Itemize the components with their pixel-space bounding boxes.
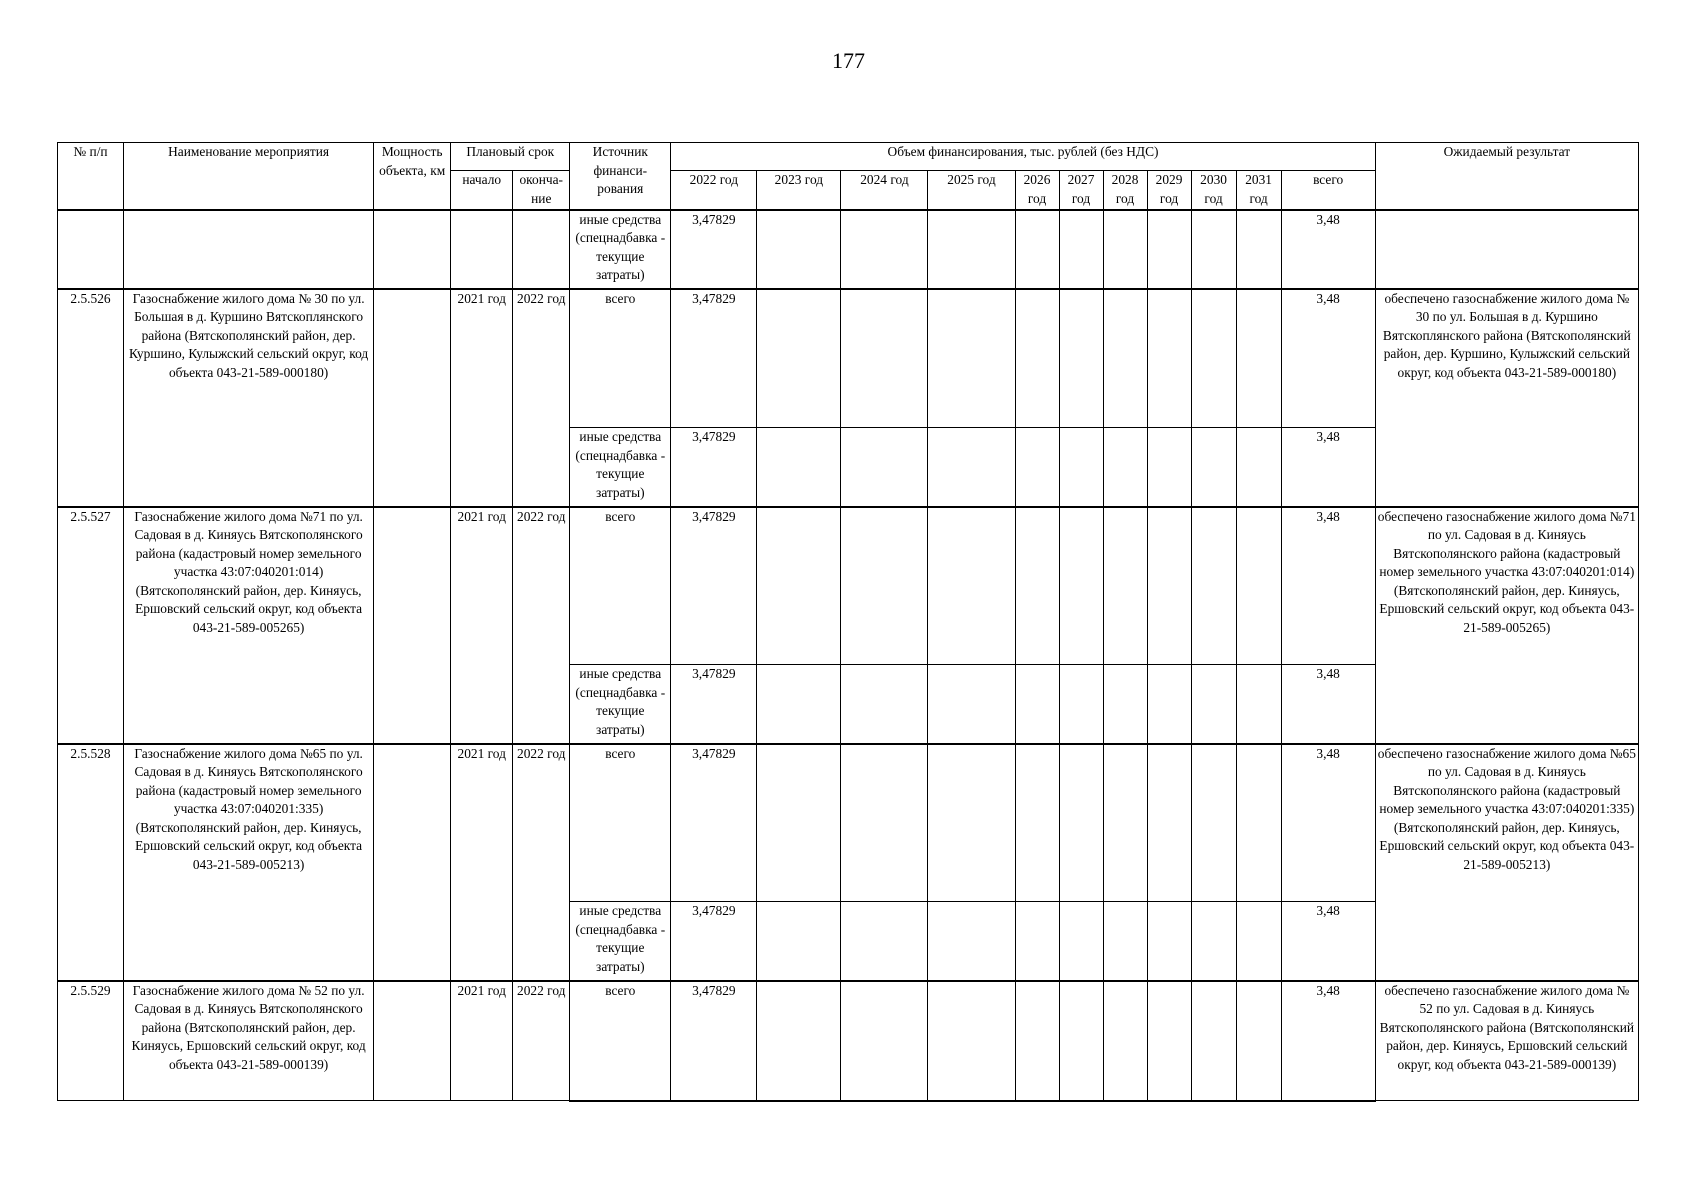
end-cell — [513, 210, 570, 289]
end-cell: 2022 год — [513, 507, 570, 744]
amount-cell — [928, 289, 1015, 428]
source-cell: иные средства (спецнадбавка - текущие затраты) — [570, 665, 671, 744]
amount-cell — [1059, 665, 1103, 744]
source-cell: иные средства (спецнадбавка - текущие затраты) — [570, 210, 671, 289]
amount-cell — [1059, 289, 1103, 428]
capacity-cell — [374, 210, 451, 289]
amount-cell: 3,47829 — [671, 289, 757, 428]
amount-cell — [1147, 902, 1191, 981]
header-funding: Объем финансирования, тыс. рублей (без НДС) — [671, 143, 1375, 171]
amount-cell — [841, 902, 928, 981]
header-year: 2027 год — [1059, 171, 1103, 210]
amount-cell — [1059, 507, 1103, 665]
amount-cell — [1236, 210, 1281, 289]
amount-cell — [841, 665, 928, 744]
source-cell: всего — [570, 289, 671, 428]
amount-cell — [1236, 981, 1281, 1101]
header-num: № п/п — [58, 143, 124, 210]
amount-cell — [1103, 210, 1147, 289]
result-cell: обеспечено газоснабжение жилого дома № 52 по ул. Садовая в д. Киняусь Вятскополянского района (Вятскополянский район, дер. Киняусь, Ершовский сельский округ, код объекта 043-21-589-000139) — [1375, 981, 1638, 1101]
amount-cell — [928, 665, 1015, 744]
amount-cell — [757, 507, 841, 665]
header-year: 2028 год — [1103, 171, 1147, 210]
total-cell: 3,48 — [1281, 902, 1375, 981]
amount-cell — [1103, 981, 1147, 1101]
end-cell: 2022 год — [513, 981, 570, 1101]
amount-cell — [1015, 902, 1059, 981]
start-cell: 2021 год — [451, 289, 513, 507]
amount-cell — [1236, 902, 1281, 981]
amount-cell — [757, 210, 841, 289]
amount-cell — [1103, 289, 1147, 428]
amount-cell — [928, 507, 1015, 665]
result-cell — [1375, 210, 1638, 289]
amount-cell — [1191, 289, 1236, 428]
header-name: Наименование мероприятия — [124, 143, 374, 210]
result-cell: обеспечено газоснабжение жилого дома № 30 по ул. Большая в д. Куршино Вятскоплянского района (Вятскополянский район, дер. Куршино, Кулыжский сельский округ, код объекта 043-21-589-000180) — [1375, 289, 1638, 507]
amount-cell — [1147, 507, 1191, 665]
amount-cell — [1191, 744, 1236, 902]
header-year: 2031 год — [1236, 171, 1281, 210]
name-cell: Газоснабжение жилого дома №71 по ул. Садовая в д. Киняусь Вятскополянского района (кадастровый номер земельного участка 43:07:040201:014) (Вятскополянский район, дер. Киняусь, Ершовский сельский округ, код объекта 043-21-589-005265) — [124, 507, 374, 744]
amount-cell — [1147, 744, 1191, 902]
table-row — [58, 744, 1639, 902]
header-year: 2025 год — [928, 171, 1015, 210]
num-cell: 2.5.528 — [58, 744, 124, 981]
amount-cell — [1191, 665, 1236, 744]
amount-cell — [757, 744, 841, 902]
amount-cell: 3,47829 — [671, 210, 757, 289]
header-plan-term: Плановый срок — [451, 143, 570, 171]
table-row — [58, 981, 1639, 1101]
amount-cell — [841, 428, 928, 507]
table-row — [58, 289, 1639, 428]
source-cell: всего — [570, 744, 671, 902]
amount-cell — [928, 744, 1015, 902]
amount-cell: 3,47829 — [671, 981, 757, 1101]
amount-cell — [1191, 507, 1236, 665]
source-cell: всего — [570, 981, 671, 1101]
name-cell — [124, 210, 374, 289]
amount-cell — [757, 665, 841, 744]
amount-cell — [928, 981, 1015, 1101]
amount-cell: 3,47829 — [671, 428, 757, 507]
source-cell: иные средства (спецнадбавка - текущие затраты) — [570, 428, 671, 507]
capacity-cell — [374, 981, 451, 1101]
amount-cell — [841, 507, 928, 665]
amount-cell — [1236, 428, 1281, 507]
amount-cell — [1059, 210, 1103, 289]
result-cell: обеспечено газоснабжение жилого дома №65 по ул. Садовая в д. Киняусь Вятскополянского района (кадастровый номер земельного участка 43:07:040201:335) (Вятскополянский район, дер. Киняусь, Ершовский сельский округ, код объекта 043-21-589-005213) — [1375, 744, 1638, 981]
amount-cell — [1059, 428, 1103, 507]
name-cell: Газоснабжение жилого дома № 52 по ул. Садовая в д. Киняусь Вятскополянского района (Вятскополянский район, дер. Киняусь, Ершовский сельский округ, код объекта 043-21-589-000139) — [124, 981, 374, 1101]
amount-cell — [1147, 981, 1191, 1101]
total-cell: 3,48 — [1281, 289, 1375, 428]
header-start: начало — [451, 171, 513, 210]
num-cell: 2.5.529 — [58, 981, 124, 1101]
amount-cell: 3,47829 — [671, 902, 757, 981]
name-cell: Газоснабжение жилого дома №65 по ул. Садовая в д. Киняусь Вятскополянского района (кадастровый номер земельного участка 43:07:040201:335) (Вятскополянский район, дер. Киняусь, Ершовский сельский округ, код объекта 043-21-589-005213) — [124, 744, 374, 981]
total-cell: 3,48 — [1281, 744, 1375, 902]
header-year: 2024 год — [841, 171, 928, 210]
table-row — [58, 210, 1639, 289]
amount-cell — [1103, 744, 1147, 902]
table-row — [58, 507, 1639, 665]
amount-cell — [1103, 665, 1147, 744]
amount-cell — [1236, 507, 1281, 665]
amount-cell — [757, 981, 841, 1101]
capacity-cell — [374, 289, 451, 507]
amount-cell — [1015, 981, 1059, 1101]
amount-cell — [1147, 210, 1191, 289]
amount-cell — [757, 428, 841, 507]
header-source: Источник финанси-рования — [570, 143, 671, 210]
amount-cell — [1059, 902, 1103, 981]
amount-cell — [1103, 902, 1147, 981]
capacity-cell — [374, 507, 451, 744]
amount-cell — [757, 902, 841, 981]
amount-cell: 3,47829 — [671, 507, 757, 665]
header-year: 2022 год — [671, 171, 757, 210]
source-cell: иные средства (спецнадбавка - текущие затраты) — [570, 902, 671, 981]
amount-cell — [1147, 428, 1191, 507]
amount-cell — [1191, 981, 1236, 1101]
header-capacity: Мощность объекта, км — [374, 143, 451, 210]
amount-cell — [1103, 507, 1147, 665]
header-year: 2029 год — [1147, 171, 1191, 210]
amount-cell — [928, 210, 1015, 289]
start-cell: 2021 год — [451, 981, 513, 1101]
total-cell: 3,48 — [1281, 665, 1375, 744]
total-cell: 3,48 — [1281, 507, 1375, 665]
amount-cell — [1015, 744, 1059, 902]
start-cell: 2021 год — [451, 744, 513, 981]
num-cell: 2.5.527 — [58, 507, 124, 744]
total-cell: 3,48 — [1281, 428, 1375, 507]
amount-cell — [1236, 665, 1281, 744]
amount-cell — [841, 744, 928, 902]
page-number: 177 — [832, 48, 865, 73]
header-total: всего — [1281, 171, 1375, 210]
amount-cell: 3,47829 — [671, 665, 757, 744]
header-result: Ожидаемый результат — [1375, 143, 1638, 210]
amount-cell — [928, 428, 1015, 507]
amount-cell — [1059, 744, 1103, 902]
amount-cell — [1015, 428, 1059, 507]
name-cell: Газоснабжение жилого дома № 30 по ул. Большая в д. Куршино Вятскоплянского района (Вятскополянский район, дер. Куршино, Кулыжский сельский округ, код объекта 043-21-589-000180) — [124, 289, 374, 507]
amount-cell — [1015, 507, 1059, 665]
amount-cell — [841, 981, 928, 1101]
end-cell: 2022 год — [513, 289, 570, 507]
amount-cell: 3,47829 — [671, 744, 757, 902]
amount-cell — [1191, 902, 1236, 981]
start-cell — [451, 210, 513, 289]
header-year: 2030 год — [1191, 171, 1236, 210]
amount-cell — [1015, 210, 1059, 289]
amount-cell — [1015, 665, 1059, 744]
amount-cell — [1191, 428, 1236, 507]
num-cell — [58, 210, 124, 289]
result-cell: обеспечено газоснабжение жилого дома №71 по ул. Садовая в д. Киняусь Вятскополянского района (кадастровый номер земельного участка 43:07:040201:014) (Вятскополянский район, дер. Киняусь, Ершовский сельский округ, код объекта 043-21-589-005265) — [1375, 507, 1638, 744]
end-cell: 2022 год — [513, 744, 570, 981]
amount-cell — [1103, 428, 1147, 507]
start-cell: 2021 год — [451, 507, 513, 744]
amount-cell — [1236, 744, 1281, 902]
header-year: 2023 год — [757, 171, 841, 210]
table-header — [58, 143, 1639, 210]
header-end: оконча-ние — [513, 171, 570, 210]
capacity-cell — [374, 744, 451, 981]
financing-table — [57, 142, 1639, 1102]
amount-cell — [1147, 289, 1191, 428]
total-cell: 3,48 — [1281, 981, 1375, 1101]
amount-cell — [841, 210, 928, 289]
amount-cell — [928, 902, 1015, 981]
amount-cell — [1147, 665, 1191, 744]
amount-cell — [1191, 210, 1236, 289]
total-cell: 3,48 — [1281, 210, 1375, 289]
amount-cell — [1015, 289, 1059, 428]
amount-cell — [841, 289, 928, 428]
header-year: 2026 год — [1015, 171, 1059, 210]
amount-cell — [1236, 289, 1281, 428]
amount-cell — [757, 289, 841, 428]
amount-cell — [1059, 981, 1103, 1101]
source-cell: всего — [570, 507, 671, 665]
num-cell: 2.5.526 — [58, 289, 124, 507]
